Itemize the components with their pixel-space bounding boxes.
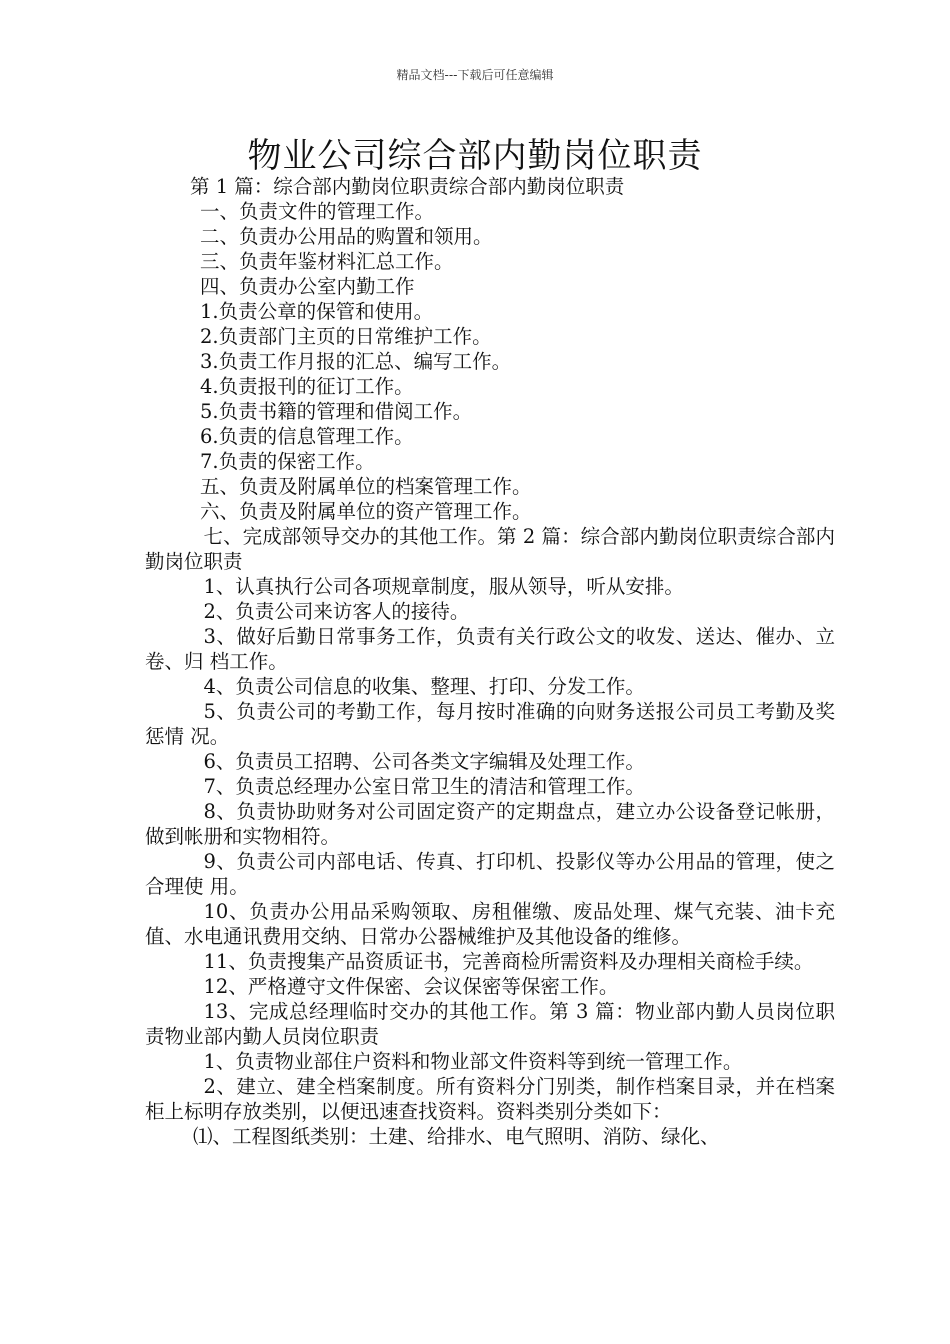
list-item: 2、建立、建全档案制度。所有资料分门别类，制作档案目录，并在档案柜上标明存放类别，以便迅速查找资料。资料类别分类如下：	[145, 1075, 835, 1123]
list-item: 四、负责办公室内勤工作	[200, 275, 415, 298]
list-item: 五、负责及附属单位的档案管理工作。	[200, 475, 532, 498]
list-item: 11、负责搜集产品资质证书，完善商检所需资料及办理相关商检手续。	[203, 950, 814, 973]
list-item: 10、负责办公用品采购领取、房租催缴、废品处理、煤气充装、油卡充值、水电通讯费用交纳、日常办公器械维护及其他设备的维修。	[145, 900, 835, 948]
list-item: 6、负责员工招聘、公司各类文字编辑及处理工作。	[203, 750, 645, 773]
list-item: 9、负责公司内部电话、传真、打印机、投影仪等办公用品的管理，使之合理使 用。	[145, 850, 835, 898]
page-title: 物业公司综合部内勤岗位职责	[247, 136, 703, 176]
list-item: 7、负责总经理办公室日常卫生的清洁和管理工作。	[203, 775, 645, 798]
list-item: 3、做好后勤日常事务工作，负责有关行政公文的收发、送达、催办、立卷、归 档工作。	[145, 625, 835, 673]
list-item: 5.负责书籍的管理和借阅工作。	[200, 400, 473, 423]
list-item: 2、负责公司来访客人的接待。	[203, 600, 470, 623]
list-item: 六、负责及附属单位的资产管理工作。	[200, 500, 532, 523]
list-item: 三、负责年鉴材料汇总工作。	[200, 250, 454, 273]
list-item: 4.负责报刊的征订工作。	[200, 375, 414, 398]
list-item: 8、负责协助财务对公司固定资产的定期盘点，建立办公设备登记帐册，做到帐册和实物相符。	[145, 800, 835, 848]
list-item: 1.负责公章的保管和使用。	[200, 300, 434, 323]
list-item: ⑴、工程图纸类别：土建、给排水、电气照明、消防、绿化、	[193, 1125, 720, 1148]
list-item: 7.负责的保密工作。	[200, 450, 375, 473]
list-item: 3.负责工作月报的汇总、编写工作。	[200, 350, 512, 373]
list-item: 2.负责部门主页的日常维护工作。	[200, 325, 492, 348]
section-heading: 第 1 篇：综合部内勤岗位职责综合部内勤岗位职责	[190, 175, 625, 198]
list-item: 12、严格遵守文件保密、会议保密等保密工作。	[203, 975, 619, 998]
list-item: 6.负责的信息管理工作。	[200, 425, 414, 448]
list-item: 5、负责公司的考勤工作，每月按时准确的向财务送报公司员工考勤及奖惩情 况。	[145, 700, 835, 748]
document-body	[145, 174, 835, 1149]
list-item: 4、负责公司信息的收集、整理、打印、分发工作。	[203, 675, 645, 698]
list-item: 1、负责物业部住户资料和物业部文件资料等到统一管理工作。	[203, 1050, 743, 1073]
list-item: 二、负责办公用品的购置和领用。	[200, 225, 493, 248]
section-intro: 七、完成部领导交办的其他工作。第 2 篇：综合部内勤岗位职责综合部内勤岗位职责	[145, 525, 835, 573]
list-item: 一、负责文件的管理工作。	[200, 200, 435, 223]
section-intro: 13、完成总经理临时交办的其他工作。第 3 篇：物业部内勤人员岗位职责物业部内勤人员岗位职责	[145, 1000, 835, 1048]
list-item: 1、认真执行公司各项规章制度，服从领导，听从安排。	[203, 575, 684, 598]
header-note: 精品文档---下载后可任意编辑	[396, 68, 554, 82]
